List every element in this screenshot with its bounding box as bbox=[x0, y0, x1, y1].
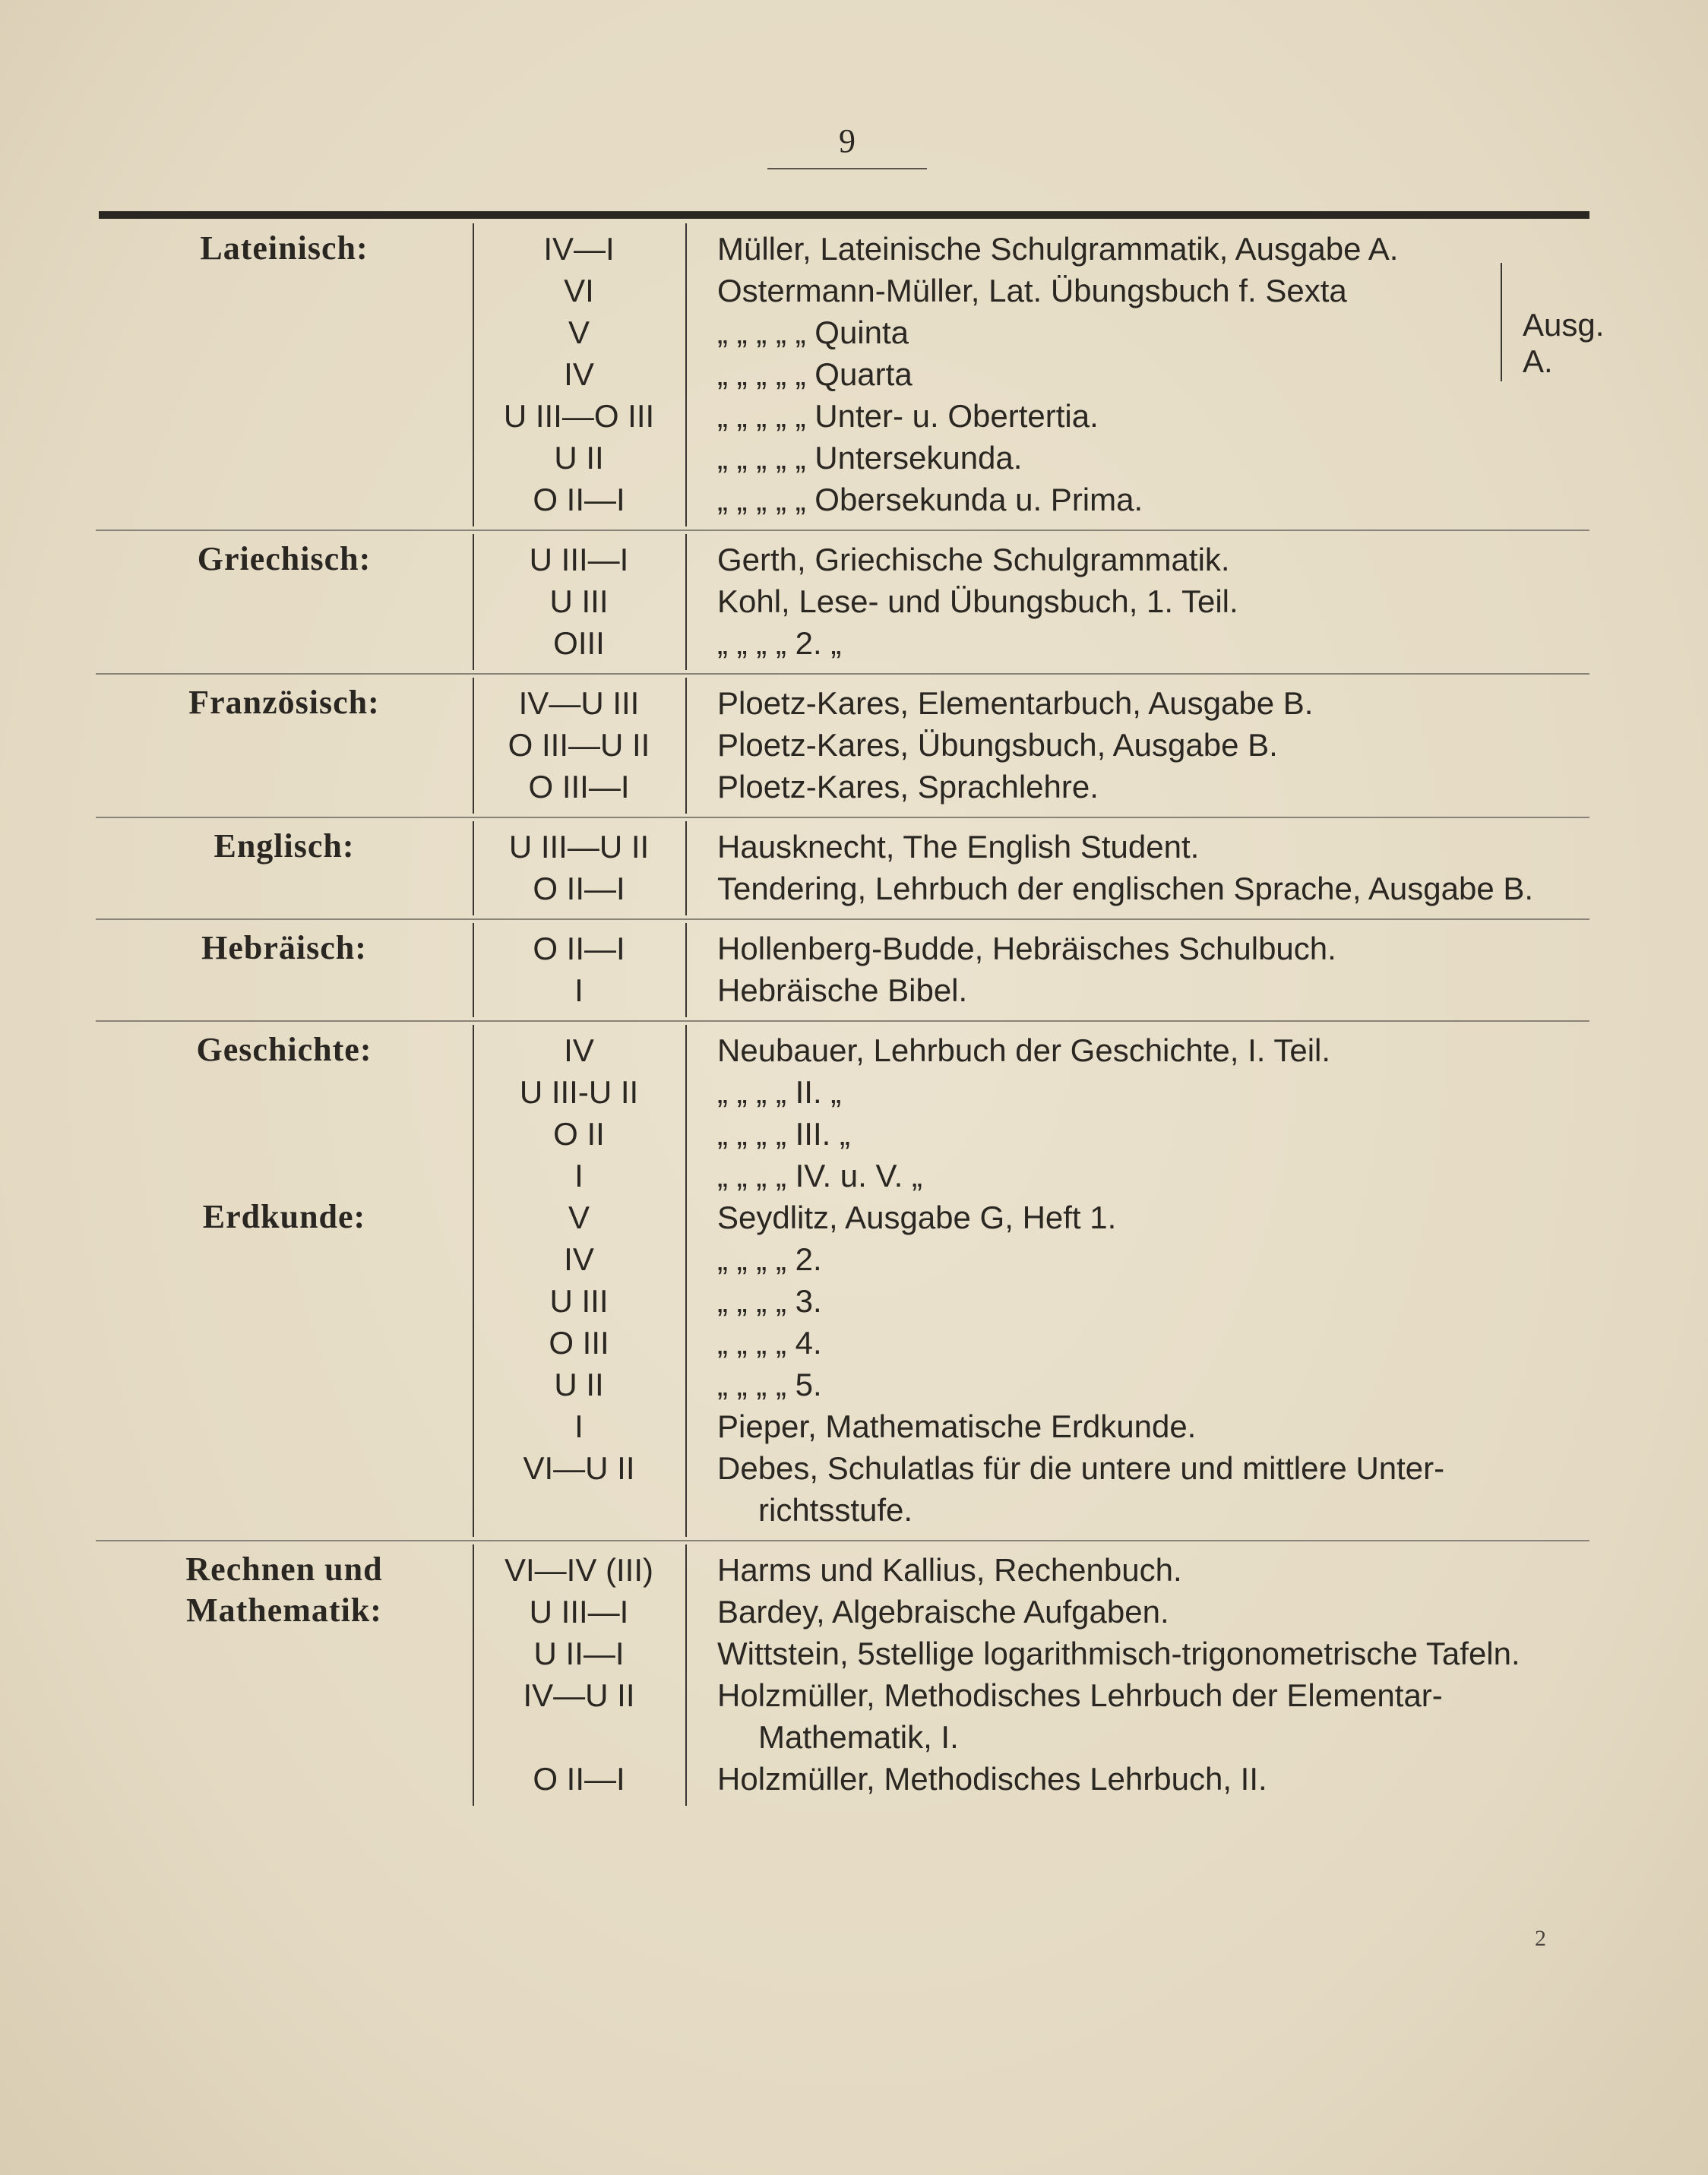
column-divider bbox=[685, 1544, 687, 1806]
class-range: O III bbox=[549, 1324, 609, 1361]
table-row bbox=[96, 479, 1589, 520]
signature-mark: 2 bbox=[1535, 1926, 1546, 1951]
textbook-table bbox=[96, 220, 1605, 1809]
textbook-title: Ostermann-Müller, Lat. Übungsbuch f. Sexta bbox=[717, 272, 1347, 308]
class-range: IV—I bbox=[543, 230, 615, 267]
textbook-title: „ „ „ „ „ Untersekunda. bbox=[717, 439, 1023, 476]
textbook-title: „ „ „ „ 5. bbox=[717, 1366, 822, 1402]
table-row bbox=[96, 353, 1589, 395]
textbook-title: „ „ „ „ „ Quinta bbox=[717, 314, 909, 350]
column-divider bbox=[473, 821, 474, 915]
textbook-title: Gerth, Griechische Schulgrammatik. bbox=[717, 541, 1230, 577]
class-range: IV—U III bbox=[518, 684, 640, 721]
table-row bbox=[96, 1633, 1589, 1674]
textbook-title: Tendering, Lehrbuch der englischen Sprache, Ausgabe B. bbox=[717, 870, 1534, 906]
subject-label: Rechnen und Mathematik: bbox=[185, 1551, 383, 1629]
subject-section bbox=[96, 818, 1589, 920]
table-row bbox=[96, 1758, 1589, 1800]
table-row bbox=[96, 270, 1589, 311]
class-range: U II bbox=[554, 439, 604, 476]
textbook-title: Ploetz-Kares, Sprachlehre. bbox=[717, 768, 1099, 805]
table-row bbox=[96, 395, 1589, 437]
class-range: I bbox=[574, 1157, 584, 1193]
table-row bbox=[96, 766, 1589, 808]
column-divider bbox=[685, 1025, 687, 1537]
subject-section bbox=[96, 920, 1589, 1022]
table-row bbox=[96, 1155, 1589, 1197]
subject-label: Lateinisch: bbox=[200, 229, 368, 267]
subject-label: Griechisch: bbox=[197, 540, 372, 577]
table-row bbox=[96, 1071, 1589, 1113]
textbook-title: Seydlitz, Ausgabe G, Heft 1. bbox=[717, 1199, 1117, 1235]
table-row bbox=[96, 1405, 1589, 1447]
page-number: 9 bbox=[767, 122, 927, 169]
column-divider bbox=[685, 223, 687, 526]
column-divider bbox=[473, 1544, 474, 1806]
textbook-title: Hausknecht, The English Student. bbox=[717, 828, 1200, 865]
textbook-title: Bardey, Algebraische Aufgaben. bbox=[717, 1593, 1169, 1630]
textbook-title: Hollenberg-Budde, Hebräisches Schulbuch. bbox=[717, 930, 1336, 966]
textbook-title: Neubauer, Lehrbuch der Geschichte, I. Teil. bbox=[717, 1032, 1331, 1068]
class-range: I bbox=[574, 1408, 584, 1444]
textbook-title: Ploetz-Kares, Übungsbuch, Ausgabe B. bbox=[717, 726, 1278, 763]
table-row bbox=[96, 311, 1589, 353]
textbook-title: „ „ „ „ 2. „ bbox=[717, 624, 842, 661]
brace bbox=[1490, 263, 1502, 381]
textbook-title: Hebräische Bibel. bbox=[717, 972, 968, 1008]
textbook-title: „ „ „ „ III. „ bbox=[717, 1115, 850, 1152]
textbook-title: „ „ „ „ „ Quarta bbox=[717, 356, 913, 392]
class-range: I bbox=[574, 972, 584, 1008]
class-range: U III-U II bbox=[519, 1073, 639, 1110]
column-divider bbox=[473, 678, 474, 814]
class-range: O II bbox=[553, 1115, 605, 1152]
subject-section bbox=[96, 1541, 1589, 1809]
class-range: OIII bbox=[553, 624, 605, 661]
class-range: U III—U II bbox=[508, 828, 650, 865]
table-row bbox=[96, 1364, 1589, 1405]
textbook-title: Pieper, Mathematische Erdkunde. bbox=[717, 1408, 1197, 1444]
table-row bbox=[96, 969, 1589, 1011]
subject-section bbox=[96, 1022, 1589, 1541]
class-range: VI bbox=[564, 272, 594, 308]
table-row bbox=[96, 580, 1589, 622]
class-range: U II—I bbox=[533, 1635, 625, 1671]
table-row bbox=[96, 1674, 1589, 1716]
subject-label: Hebräisch: bbox=[201, 929, 367, 966]
header-rule bbox=[99, 211, 1589, 219]
subject-label: Französisch: bbox=[188, 684, 380, 721]
class-range: O II—I bbox=[533, 481, 625, 517]
table-row bbox=[96, 437, 1589, 479]
table-row bbox=[96, 1447, 1589, 1489]
textbook-title: Debes, Schulatlas für die untere und mittlere Unter- bbox=[717, 1449, 1445, 1486]
class-range: V bbox=[568, 1199, 590, 1235]
table-row bbox=[96, 1322, 1589, 1364]
textbook-title: Wittstein, 5stellige logarithmisch-trigonometrische Tafeln. bbox=[717, 1635, 1520, 1671]
table-row bbox=[96, 868, 1589, 909]
textbook-title: Mathematik, I. bbox=[758, 1718, 959, 1755]
class-range: U III—O III bbox=[503, 397, 655, 434]
table-row bbox=[96, 1113, 1589, 1155]
class-range: VI—U II bbox=[523, 1449, 635, 1486]
textbook-title: „ „ „ „ 2. bbox=[717, 1241, 822, 1277]
column-divider bbox=[685, 923, 687, 1017]
class-range: U III bbox=[549, 1282, 609, 1319]
table-row bbox=[96, 1716, 1589, 1758]
class-range: V bbox=[568, 314, 590, 350]
textbook-title: „ „ „ „ IV. u. V. „ bbox=[717, 1157, 922, 1193]
table-row bbox=[96, 622, 1589, 664]
textbook-title: Ploetz-Kares, Elementarbuch, Ausgabe B. bbox=[717, 684, 1314, 721]
table-row bbox=[96, 1489, 1589, 1531]
class-range: O II—I bbox=[533, 930, 625, 966]
subject-label: Erdkunde: bbox=[202, 1198, 366, 1235]
textbook-title: „ „ „ „ 3. bbox=[717, 1282, 822, 1319]
class-range: U III—I bbox=[529, 541, 629, 577]
subject-section bbox=[96, 675, 1589, 818]
column-divider bbox=[473, 1025, 474, 1537]
class-range: VI—IV (III) bbox=[504, 1551, 653, 1588]
column-divider bbox=[473, 923, 474, 1017]
textbook-title: „ „ „ „ II. „ bbox=[717, 1073, 842, 1110]
class-range: U II bbox=[554, 1366, 604, 1402]
subject-label: Geschichte: bbox=[196, 1031, 372, 1068]
column-divider bbox=[473, 534, 474, 670]
brace-label: Ausg. A. bbox=[1523, 307, 1605, 379]
textbook-title: Kohl, Lese- und Übungsbuch, 1. Teil. bbox=[717, 583, 1238, 619]
class-range: IV bbox=[564, 356, 594, 392]
class-range: U III bbox=[549, 583, 609, 619]
textbook-title: Holzmüller, Methodisches Lehrbuch, II. bbox=[717, 1760, 1267, 1797]
table-row bbox=[96, 1280, 1589, 1322]
table-row bbox=[96, 724, 1589, 766]
column-divider bbox=[685, 534, 687, 670]
textbook-title: Holzmüller, Methodisches Lehrbuch der Elementar- bbox=[717, 1677, 1443, 1713]
column-divider bbox=[685, 678, 687, 814]
table-row bbox=[96, 1238, 1589, 1280]
textbook-title: richtsstufe. bbox=[758, 1491, 913, 1528]
class-range: O III—I bbox=[528, 768, 630, 805]
textbook-title: Müller, Lateinische Schulgrammatik, Ausgabe A. bbox=[717, 230, 1399, 267]
class-range: O II—I bbox=[533, 870, 625, 906]
class-range: IV—U II bbox=[523, 1677, 635, 1713]
textbook-title: „ „ „ „ „ Obersekunda u. Prima. bbox=[717, 481, 1143, 517]
column-divider bbox=[473, 223, 474, 526]
class-range: O II—I bbox=[533, 1760, 625, 1797]
class-range: IV bbox=[564, 1241, 594, 1277]
class-range: O III—U II bbox=[508, 726, 650, 763]
textbook-title: Harms und Kallius, Rechenbuch. bbox=[717, 1551, 1182, 1588]
subject-section bbox=[96, 220, 1605, 531]
subject-section bbox=[96, 531, 1589, 675]
column-divider bbox=[685, 821, 687, 915]
textbook-title: „ „ „ „ 4. bbox=[717, 1324, 822, 1361]
subject-label: Englisch: bbox=[214, 827, 355, 865]
class-range: U III—I bbox=[529, 1593, 629, 1630]
textbook-title: „ „ „ „ „ Unter- u. Obertertia. bbox=[717, 397, 1099, 434]
class-range: IV bbox=[564, 1032, 594, 1068]
